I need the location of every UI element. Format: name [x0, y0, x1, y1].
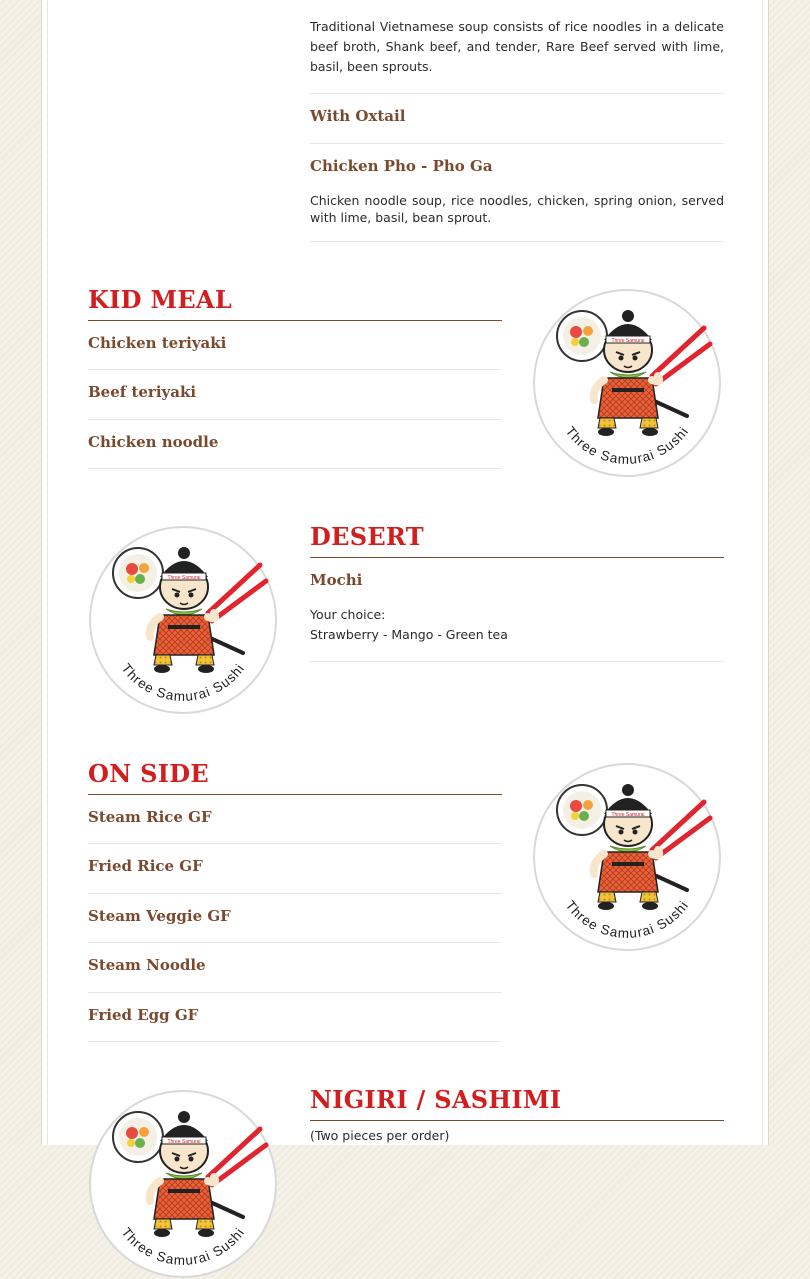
menu-item-fried-egg[interactable]: Fried Egg GF [88, 1006, 199, 1024]
menu-item-chicken-pho[interactable]: Chicken Pho - Pho Ga [310, 157, 493, 175]
logo-text: Three Samurai Sushi [562, 423, 692, 467]
menu-page [41, 0, 769, 1268]
separator [310, 143, 724, 144]
chicken-pho-description: Chicken noodle soup, rice noodles, chicken, spring onion, served with lime, basil, bean sprout. [310, 193, 724, 225]
logo-text: Three Samurai Sushi [118, 1224, 248, 1268]
section-title-nigiri-sashimi: NIGIRI / SASHIMI [310, 1085, 562, 1114]
menu-item-steam-rice[interactable]: Steam Rice GF [88, 808, 212, 826]
section-title-kid-meal: KID MEAL [88, 285, 233, 314]
mochi-description-line1: Your choice: [310, 607, 386, 622]
menu-item-steam-noodle[interactable]: Steam Noodle [88, 956, 206, 974]
separator [310, 661, 724, 662]
logo-crop [88, 1089, 278, 1268]
pho-description: Traditional Vietnamese soup consists of rice noodles in a delicate beef broth, Shank beef, and tender, Rare Beef served with lime, basil, been sprouts. [310, 19, 724, 74]
separator [88, 992, 502, 993]
menu-item-steam-veggie[interactable]: Steam Veggie GF [88, 907, 231, 925]
section-title-rule [88, 320, 502, 321]
menu-item-mochi[interactable]: Mochi [310, 571, 363, 589]
logo-text: Three Samurai Sushi [562, 897, 692, 941]
section-title-rule [310, 1120, 724, 1121]
menu-item-fried-rice[interactable]: Fried Rice GF [88, 857, 203, 875]
nigiri-note: (Two pieces per order) [310, 1128, 450, 1143]
three-samurai-sushi-logo [88, 1089, 278, 1279]
separator [88, 419, 502, 420]
three-samurai-sushi-logo [532, 762, 722, 952]
menu-item-chicken-noodle[interactable]: Chicken noodle [88, 433, 219, 451]
three-samurai-sushi-logo [88, 525, 278, 715]
separator [88, 468, 502, 469]
logo-text: Three Samurai Sushi [118, 660, 248, 704]
separator [88, 369, 502, 370]
menu-item-beef-teriyaki[interactable]: Beef teriyaki [88, 383, 197, 401]
separator [88, 942, 502, 943]
section-title-rule [88, 794, 502, 795]
section-title-on-side: ON SIDE [88, 759, 209, 788]
three-samurai-sushi-logo [532, 288, 722, 478]
mochi-description-line2: Strawberry - Mango - Green tea [310, 627, 508, 642]
menu-item-chicken-teriyaki[interactable]: Chicken teriyaki [88, 334, 227, 352]
section-title-desert: DESERT [310, 522, 424, 551]
separator [310, 93, 724, 94]
separator [88, 843, 502, 844]
separator [88, 1041, 502, 1042]
separator [88, 893, 502, 894]
separator [310, 241, 724, 242]
section-title-rule [310, 557, 724, 558]
menu-item-with-oxtail[interactable]: With Oxtail [310, 107, 406, 125]
